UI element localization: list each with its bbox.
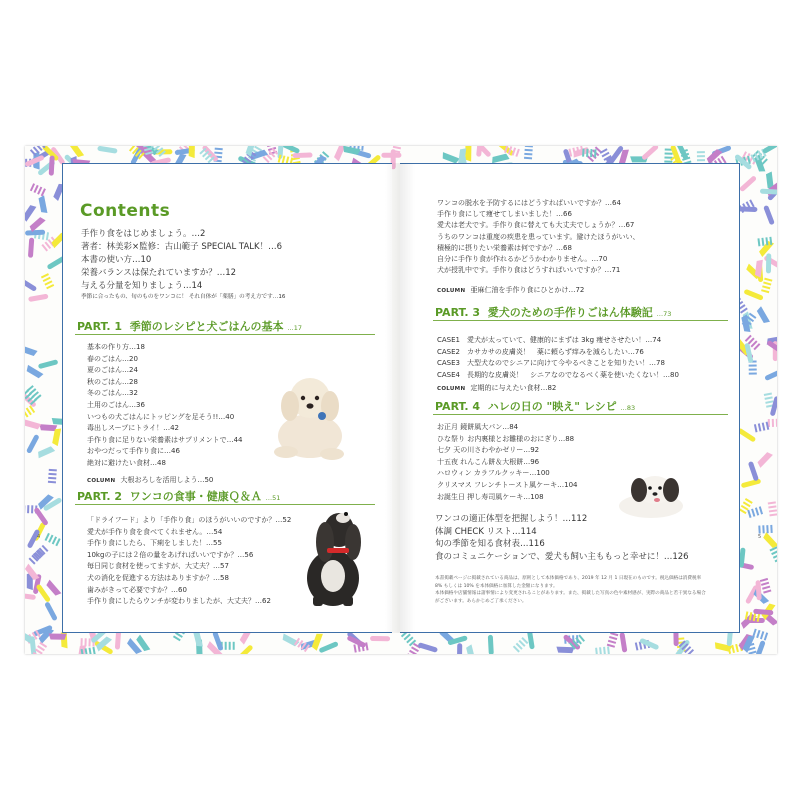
list-item: うちのワンコは重度の疾患を患っています。避けたほうがいい、 <box>437 232 640 241</box>
part1-page: …17 <box>287 324 303 332</box>
list-item: 基本の作り方…18 <box>87 343 145 351</box>
list-item: 手作り食に足りない栄養素はサプリメントで…44 <box>87 435 243 444</box>
cocker-spaniel-photo <box>297 508 369 608</box>
list-item: 季節に合ったもの、旬のものをワンコに！ それ自体が「薬膳」の考え方です…16 <box>81 294 286 300</box>
white-poodle-photo <box>270 372 350 464</box>
list-item: 手作り食をはじめましょう。…2 <box>81 229 206 239</box>
case-text: 長期的な皮膚炎！ シニアなのでなるべく薬を使いたくない！…80 <box>467 370 679 379</box>
page-number-right: 5 <box>758 534 762 540</box>
list-item: お誕生日 押し寿司風ケーキ…108 <box>437 492 544 501</box>
part2-heading <box>77 488 280 504</box>
list-item: いつもの犬ごはんにトッピングを足そう!!…40 <box>87 412 235 421</box>
list-item: 絶対に避けたい食材…48 <box>87 459 166 467</box>
list-item: 毎日同じ食材を使ってますが、大丈夫？…57 <box>87 562 229 571</box>
part4-page: …83 <box>620 404 636 412</box>
part3-heading <box>435 304 671 320</box>
part2-rule <box>75 504 375 505</box>
list-item: 歯みがきって必要ですか？…60 <box>87 585 187 594</box>
part2-title: ワンコの食事・健康Ｑ＆Ａ <box>129 490 262 503</box>
list-item: 土用のごはん…36 <box>87 401 145 409</box>
part1-column <box>87 467 213 486</box>
list-item: 犬の消化を促進する方法はありますか？…58 <box>87 574 229 582</box>
list-item: お正月 鏡餅風大パン…84 <box>437 423 519 431</box>
list-item: 「ドライフード」より「手作り食」のほうがいいのですか？…52 <box>87 516 292 524</box>
list-item: 愛犬が手作り食を食べてくれません。…54 <box>87 527 223 536</box>
list-item: 冬のごはん…32 <box>87 389 138 398</box>
list-item: 手作り食にして痩せてしまいました！…66 <box>437 210 572 219</box>
list-item: ひな祭り お内裏様とお雛様のおにぎり…88 <box>437 434 575 443</box>
column-text: 大根おろしを活用しよう…50 <box>120 476 214 484</box>
part3-title: 愛犬のための手作りごはん体験記 <box>487 306 653 319</box>
list-item: 与える分量を知りましょう…14 <box>81 281 203 291</box>
list-item: 食のコミュニケーションで、愛犬も飼い主ももっと幸せに！…126 <box>435 551 689 562</box>
part1-rule <box>75 334 375 335</box>
list-item: 手作り食にしたらウンチが変わりましたが、大丈夫？…62 <box>87 597 271 606</box>
list-item: ワンコの適正体型を把握しよう！…112 <box>435 514 588 524</box>
right-column <box>437 277 584 296</box>
part1-label: PART. 1 <box>77 320 123 333</box>
list-item: 栄養バランスは保たれていますか？…12 <box>81 268 237 278</box>
list-item: 毒出しスープにトライ！…42 <box>87 424 179 433</box>
list-item: 春のごはん…20 <box>87 354 138 363</box>
shih-tzu-photo <box>615 468 687 520</box>
list-item: ハロウィン カラフルクッキー…100 <box>437 469 550 478</box>
list-item: 自分に手作り食が作れるかどうかわかりません。…70 <box>437 255 608 263</box>
part1-title: 季節のレシピと犬ごはんの基本 <box>129 320 284 333</box>
list-item: 十五夜 れんこん餅＆大根餅…96 <box>437 457 540 466</box>
part4-rule <box>433 414 728 415</box>
list-item: 七夕 天の川さわやかゼリー…92 <box>437 446 540 455</box>
list-item: 秋のごはん…28 <box>87 377 138 386</box>
case-text: 大型犬なのでシニアに向けて今やるべきことを知りたい！…78 <box>467 359 665 368</box>
list-item: 体調 CHECK リスト…114 <box>435 526 537 537</box>
list-item: 手作り食にしたら、下痢をしました！…55 <box>87 539 222 548</box>
contents-title: Contents <box>80 201 171 221</box>
list-item: 本書の使い方…10 <box>81 255 152 265</box>
case-tag: CASE3 <box>437 359 460 368</box>
part2-label: PART. 2 <box>77 490 123 503</box>
list-item: 愛犬は老犬です。手作り食に替えても大丈夫でしょうか？…67 <box>437 221 635 230</box>
part4-heading <box>435 398 635 414</box>
column-tag: COLUMN <box>437 288 466 294</box>
column-tag: COLUMN <box>437 386 466 392</box>
part3-label: PART. 3 <box>435 306 481 319</box>
footnote-line: 8% もしくは 10% を本体価格に加算した金額になります。 <box>435 583 558 589</box>
footnote-line: 本体価格や店舗情報は諸事情により変更されることがあります。また、掲載した写真の色や素材感が、実際の商品と若干異なる場合 <box>435 591 706 596</box>
list-item: ワンコの脱水を予防するにはどうすればいいですか？…64 <box>437 199 621 207</box>
list-item: 10kgの子には２倍の量をあげればいいですか？…56 <box>87 550 254 559</box>
part3-page: …73 <box>656 310 672 318</box>
gutter-shadow <box>385 163 415 633</box>
column-text: 定期的に与えたい食材…82 <box>470 384 557 392</box>
list-item: 著者：林美彩×監修：古山範子 SPECIAL TALK！…6 <box>81 242 282 252</box>
part3-column <box>437 375 556 394</box>
case-tag: CASE2 <box>437 347 460 356</box>
list-item: おやつだって手作り食に…46 <box>87 447 180 456</box>
column-tag: COLUMN <box>87 478 116 484</box>
part1-heading <box>77 318 302 334</box>
page-number-left: 4 <box>37 534 41 540</box>
footnote-line: がございます。あらかじめご了承ください。 <box>435 598 527 604</box>
part4-title: ハレの日の "映え" レシピ <box>487 400 617 413</box>
list-item: 積極的に摂りたい栄養素は何ですか？…68 <box>437 243 572 252</box>
part3-rule <box>433 320 728 321</box>
list-item: 夏のごはん…24 <box>87 366 138 375</box>
magazine-spread <box>25 146 777 654</box>
list-item: 犬が授乳中です。手作り食はどうすればいいですか？…71 <box>437 266 621 275</box>
list-item: 旬の季節を知る食材表…116 <box>435 539 545 549</box>
case-text: カサカサの皮膚炎！ 薬に頼らず痒みを減らしたい…76 <box>467 347 644 356</box>
case-text: 愛犬が太っていて、健康的にまずは 3kg 痩せさせたい！…74 <box>467 336 662 344</box>
list-item: クリスマス フレンチトースト風ケーキ…104 <box>437 481 578 489</box>
footnote-line: 本書掲載ページに掲載されている商品は、原則として本体価格であり、2019 年 12 月 1 日現在のものです。税込価格は消費税率 <box>435 576 702 581</box>
case-tag: CASE4 <box>437 370 460 379</box>
column-text: 亜麻仁油を手作り食にひとかけ…72 <box>470 286 585 294</box>
part2-page: …51 <box>265 494 281 502</box>
case-tag: CASE1 <box>437 336 460 344</box>
part4-label: PART. 4 <box>435 400 481 413</box>
